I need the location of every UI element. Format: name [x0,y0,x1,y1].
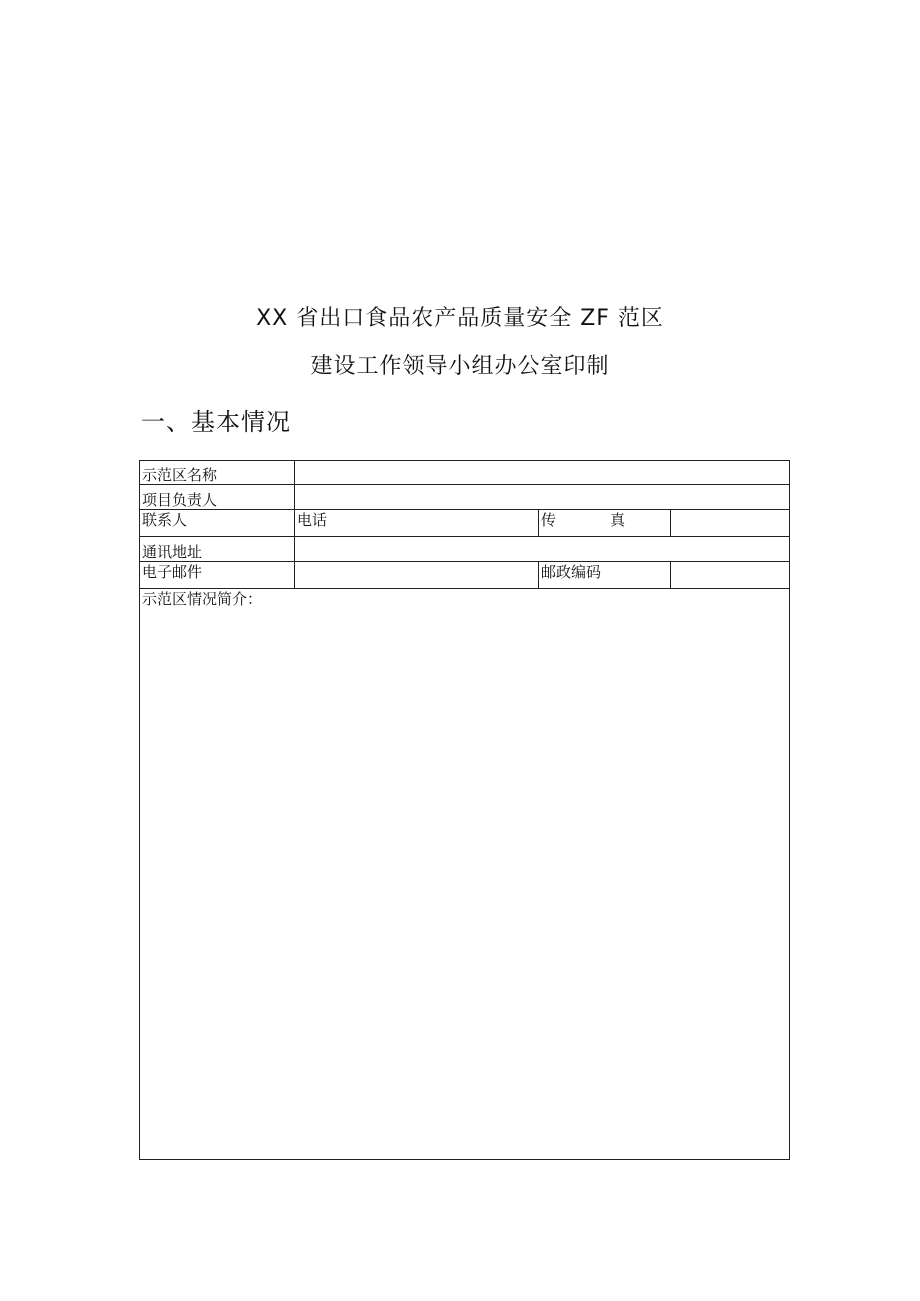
intro-label: 示范区情况简介： [142,590,263,608]
address-label: 通讯地址 [140,537,295,562]
fax-label-char-2: 真 [609,511,625,529]
email-field[interactable] [295,562,539,589]
document-title [0,304,920,382]
demo-zone-name-label: 示范区名称 [140,461,295,485]
email-label: 电子邮件 [140,562,295,589]
fax-label-char-1: 传 [541,511,557,529]
form-row-intro [140,589,790,1160]
form-row-email [140,562,790,589]
project-lead-field[interactable] [295,485,790,510]
form-row-demo-zone-name [140,461,790,485]
basic-info-form [139,460,790,1160]
fax-label-cell [539,510,671,537]
title-line-1: XX 省出口食品农产品质量安全 ZF 范区 [256,306,664,331]
postcode-field[interactable] [671,562,790,589]
fax-field[interactable] [671,510,790,537]
contact-label: 联系人 [140,510,295,537]
form-row-project-lead [140,485,790,510]
title-line-2: 建设工作领导小组办公室印制 [310,354,610,379]
postcode-label: 邮政编码 [539,562,671,589]
project-lead-label: 项目负责人 [140,485,295,510]
address-field[interactable] [295,537,790,562]
intro-field[interactable] [140,589,790,1160]
form-row-address [140,537,790,562]
section-heading-basic-info: 一、基本情况 [141,408,291,436]
fax-label [541,512,625,529]
demo-zone-name-field[interactable] [295,461,790,485]
phone-label[interactable]: 电话 [295,510,539,537]
form-row-contact [140,510,790,537]
